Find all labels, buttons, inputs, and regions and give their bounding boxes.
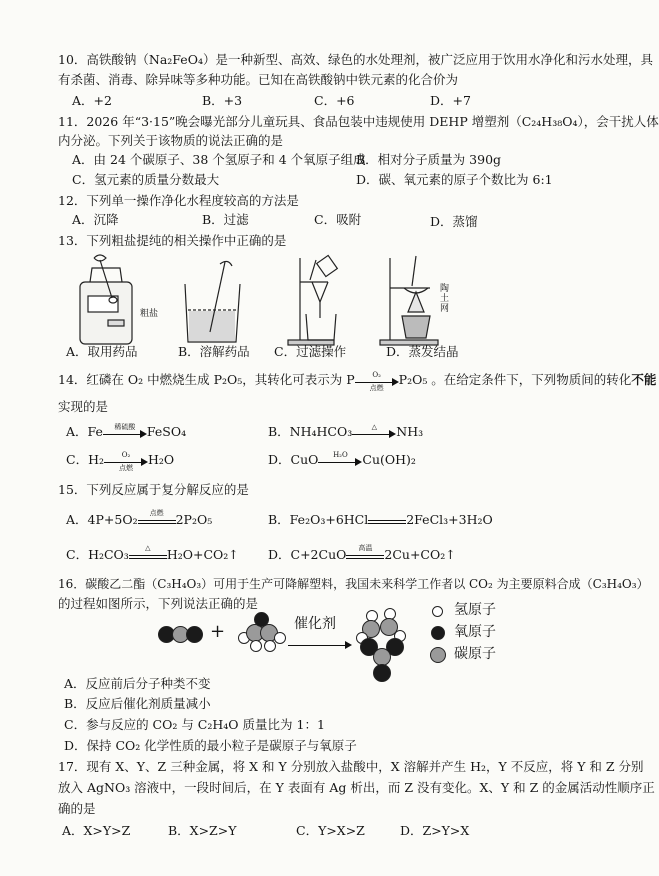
q14-stem-part-a: 14．红磷在 O₂ 中燃烧生成 P₂O₅，其转化可表示为 P — [58, 372, 355, 387]
q13-apparatus-figures — [60, 252, 600, 348]
legend-oxygen-label: 氧原子 — [454, 624, 496, 640]
q14-c-arrow — [104, 450, 148, 472]
hydrogen-atom — [250, 640, 262, 652]
q14-c-cond-top: O₂ — [121, 450, 131, 459]
legend-oxygen-swatch — [431, 626, 445, 640]
q15-b-right: 2FeCl₃+3H₂O — [406, 512, 493, 527]
q14-option-d — [268, 452, 416, 469]
legend-hydrogen-swatch — [432, 606, 443, 617]
oxygen-atom — [186, 626, 203, 643]
q10-stem-line1: 10．高铁酸钠（Na₂FeO₄）是一种新型、高效、绿色的水处理剂，被广泛应用于饮用水净化和污水处理，具 — [58, 52, 653, 67]
q16-option-b: B．反应后催化剂质量减小 — [64, 696, 211, 711]
q17-option-d: D．Z>Y>X — [400, 823, 470, 838]
q14-d-arrow — [318, 450, 362, 469]
evaporation-figure — [380, 256, 438, 345]
q15-a-cond: 点燃 — [149, 508, 164, 517]
hydrogen-atom — [264, 640, 276, 652]
q12-option-c: C．吸附 — [314, 212, 362, 227]
q15-c-equals — [129, 543, 167, 564]
q14-a-cond: 稀硫酸 — [114, 422, 136, 431]
q10-option-d: D．+7 — [430, 93, 471, 108]
q16-option-a: A．反应前后分子种类不变 — [64, 676, 211, 691]
q14-option-b — [268, 424, 423, 441]
q17-stem-line1: 17．现有 X、Y、Z 三种金属，将 X 和 Y 分别放入盐酸中，X 溶解并产生 H₂，Y 不反应，将 Y 和 Z 分别 — [58, 759, 644, 774]
q16-option-c: C．参与反应的 CO₂ 与 C₂H₄O 质量比为 1：1 — [64, 717, 325, 732]
bottle-label: 粗盐 — [140, 309, 159, 319]
q15-option-a — [66, 508, 213, 529]
q14-option-a — [66, 424, 186, 441]
plus-sign: + — [210, 621, 226, 642]
filtration-figure — [288, 255, 337, 345]
legend-carbon-swatch — [430, 647, 446, 663]
q14-option-c — [66, 450, 175, 472]
q15-option-c — [66, 543, 239, 564]
q11-stem-line2: 内分泌。下列关于该物质的说法正确的是 — [58, 133, 284, 148]
q15-a-right: 2P₂O₅ — [175, 512, 213, 527]
q14-arrow-bottom: 点燃 — [369, 383, 384, 392]
q17-stem-line3: 确的是 — [58, 801, 96, 816]
hydrogen-atom — [274, 632, 286, 644]
q10-option-a: A．+2 — [72, 93, 112, 108]
q14-a-left: A．Fe — [66, 424, 103, 439]
q15-option-b — [268, 512, 493, 529]
q11-option-b: B．相对分子质量为 390g — [356, 152, 502, 167]
q11-stem-line1: 11．2026 年“3·15”晚会曝光部分儿童玩具、食品包装中违规使用 DEHP 增塑剂（C₂₄H₃₈O₄），会干扰人体 — [58, 114, 659, 129]
catalyst-label: 催化剂 — [294, 616, 336, 632]
q13-caption-a: A．取用药品 — [66, 344, 138, 359]
q15-d-left: D．C+2CuO — [268, 547, 347, 562]
q14-arrow-top: O₂ — [372, 370, 381, 379]
q15-b-equals — [368, 513, 406, 529]
q17-option-b: B．X>Z>Y — [168, 823, 237, 838]
q13-caption-b: B．溶解药品 — [178, 344, 250, 359]
q14-stem-part-b: P₂O₅ 。在给定条件下，下列物质间的转化 — [398, 372, 632, 387]
q15-d-equals — [346, 543, 384, 564]
q14-c-cond-bottom: 点燃 — [118, 463, 133, 472]
q15-stem: 15．下列反应属于复分解反应的是 — [58, 482, 249, 497]
beaker-figure — [185, 261, 240, 342]
q17-stem-line2: 放入 AgNO₃ 溶液中，一段时间后，在 Y 表面有 Ag 析出，而 Z 没有变化。X、Y 和 Z 的金属活动性顺序正 — [58, 780, 655, 795]
oxygen-atom — [254, 612, 269, 627]
q14-b-arrow — [352, 422, 396, 441]
q14-stem-bold: 不能 — [631, 372, 657, 387]
q14-b-cond: △ — [371, 422, 377, 431]
q15-d-right: 2Cu+CO₂↑ — [384, 547, 456, 562]
q12-stem: 12．下列单一操作净化水程度较高的方法是 — [58, 193, 299, 208]
q11-option-c: C．氢元素的质量分数最大 — [72, 172, 220, 187]
q17-option-c: C．Y>X>Z — [296, 823, 365, 838]
q15-c-left: C．H₂CO₃ — [66, 547, 129, 562]
q14-b-right: NH₃ — [396, 424, 424, 439]
q15-a-equals — [138, 508, 176, 529]
q15-option-d — [268, 543, 456, 564]
gauze-label: 陶土网 — [440, 284, 450, 314]
q15-b-left: B．Fe₂O₃+6HCl — [268, 512, 369, 527]
q13-caption-d: D．蒸发结晶 — [386, 344, 459, 359]
oxygen-atom — [373, 664, 391, 682]
reaction-arrow — [288, 636, 352, 646]
q12-option-d: D．蒸馏 — [430, 214, 478, 229]
q14-b-left: B．NH₄HCO₃ — [268, 424, 353, 439]
q14-stem-line1 — [58, 370, 657, 392]
q15-a-left: A．4P+5O₂ — [66, 512, 138, 527]
q11-option-d: D．碳、氧元素的原子个数比为 6:1 — [356, 172, 553, 187]
q14-d-left: D．CuO — [268, 452, 319, 467]
q10-stem-line2: 有杀菌、消毒、除异味等多种功能。已知在高铁酸钠中铁元素的化合价为 — [58, 72, 459, 87]
q14-d-cond: H₂O — [333, 450, 348, 459]
q15-c-cond: △ — [145, 543, 151, 552]
q14-stem-line2: 实现的是 — [58, 399, 109, 414]
q16-stem-line2: 的过程如图所示，下列说法正确的是 — [58, 596, 259, 611]
q14-c-right: H₂O — [147, 452, 175, 467]
q16-option-d: D．保持 CO₂ 化学性质的最小粒子是碳原子与氧原子 — [64, 738, 357, 753]
q15-c-right: H₂O+CO₂↑ — [166, 547, 239, 562]
q10-option-c: C．+6 — [314, 93, 355, 108]
legend-hydrogen-label: 氢原子 — [454, 602, 496, 618]
q16-stem-line1: 16．碳酸乙二酯（C₃H₄O₃）可用于生产可降解塑料，我国未来科学工作者以 CO₂ 为主要原料合成（C₃H₄O₃） — [58, 577, 649, 591]
q17-option-a: A．X>Y>Z — [62, 823, 131, 838]
q12-option-a: A．沉降 — [72, 212, 119, 227]
reagent-bottle-figure — [80, 255, 132, 344]
q14-d-right: Cu(OH)₂ — [362, 452, 416, 467]
q14-a-arrow — [103, 422, 147, 441]
legend-carbon-label: 碳原子 — [454, 646, 496, 662]
q13-caption-c: C．过滤操作 — [274, 344, 347, 359]
q11-option-a: A．由 24 个碳原子、38 个氢原子和 4 个氧原子组成 — [72, 152, 366, 167]
q14-stem-arrow — [355, 370, 399, 392]
q14-a-right: FeSO₄ — [146, 424, 187, 439]
q10-option-b: B．+3 — [202, 93, 243, 108]
q13-stem: 13．下列粗盐提纯的相关操作中正确的是 — [58, 233, 287, 248]
q12-option-b: B．过滤 — [202, 212, 249, 227]
q14-c-left: C．H₂ — [66, 452, 104, 467]
q15-d-cond: 高温 — [358, 543, 373, 552]
